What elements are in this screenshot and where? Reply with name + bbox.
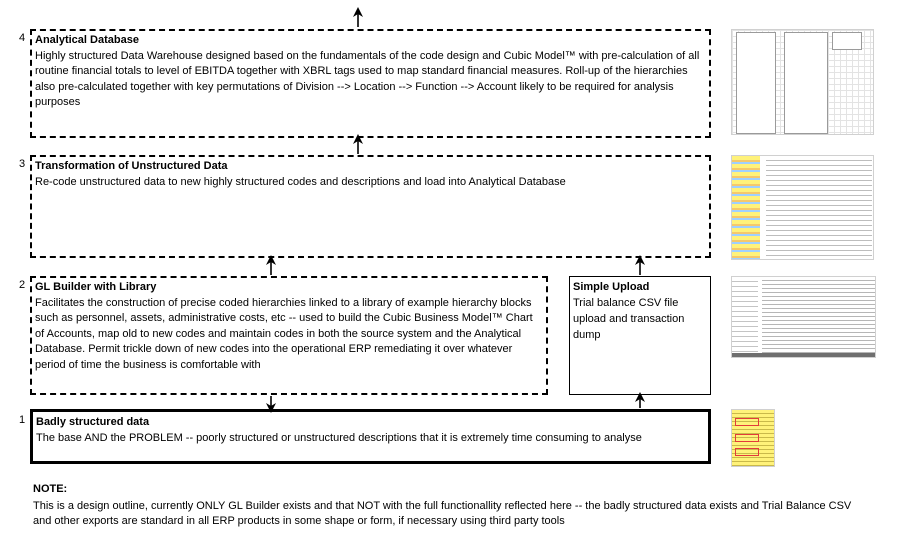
thumbnail-highlight	[735, 434, 759, 442]
thumbnail-status-bar	[732, 353, 876, 358]
note-heading: NOTE:	[33, 483, 68, 495]
thumbnail-code-text	[766, 156, 872, 260]
layer-number-4: 4	[19, 32, 26, 44]
simple-upload-title: Simple Upload	[573, 281, 650, 293]
analytical-database-title: Analytical Database	[35, 34, 139, 46]
transformation-thumbnail	[731, 155, 874, 260]
note-text: This is a design outline, currently ONLY GL Builder exists and that NOT with the full functionallity reflected here -- the badly structured data exists and Trial Balance CSV and other exports are standard in all ERP products in some shape or form, if necessary using third party tools	[33, 500, 852, 527]
transformation-title: Transformation of Unstructured Data	[35, 160, 228, 172]
gl-builder-title: GL Builder with Library	[35, 281, 157, 293]
thumbnail-tree-panel	[732, 277, 758, 358]
gl-builder-description: Facilitates the construction of precise coded hierarchies linked to a library of example hierarchy blocks such as personnel, assets, administrative costs, etc -- used to build the Cubic Business Model™ Chart of Accounts, map old to new codes and maintain codes in both the source system and the Analytical Database. Permit trickle down of new codes into the operational ERP remediating it over whatever period of time the business is comfortable with	[35, 296, 533, 371]
badly-structured-data-description: The base AND the PROBLEM -- poorly structured or unstructured descriptions that it is extremely time consuming to analyse	[36, 432, 642, 444]
gl-builder-thumbnail	[731, 276, 876, 358]
thumbnail-table	[736, 32, 776, 134]
thumbnail-highlight	[735, 448, 759, 456]
analytical-database-description: Highly structured Data Warehouse designed based on the fundamentals of the code design and Cubic Model™ with pre-calculation of all routine financial totals to level of EBITDA together with XBRL tags used to map standard financial measures. Roll-up of the hierarchies also pre-calculated together with key permutations of Division --> Location --> Function --> Account likely to be required for analysis purposes	[35, 49, 700, 108]
analytical-database-thumbnail	[731, 29, 874, 135]
badly-structured-data-thumbnail	[731, 409, 775, 467]
thumbnail-color-columns	[732, 156, 760, 260]
layer-number-1: 1	[19, 414, 26, 426]
thumbnail-highlight	[735, 418, 759, 426]
layer-number-2: 2	[19, 279, 26, 291]
thumbnail-table	[784, 32, 828, 134]
thumbnail-table	[832, 32, 862, 50]
transformation-description: Re-code unstructured data to new highly structured codes and descriptions and load into Analytical Database	[35, 175, 566, 188]
thumbnail-list-panel	[762, 277, 876, 353]
simple-upload-description: Trial balance CSV file upload and transaction dump	[573, 297, 685, 341]
badly-structured-data-title: Badly structured data	[36, 416, 150, 428]
layer-number-3: 3	[19, 158, 26, 170]
